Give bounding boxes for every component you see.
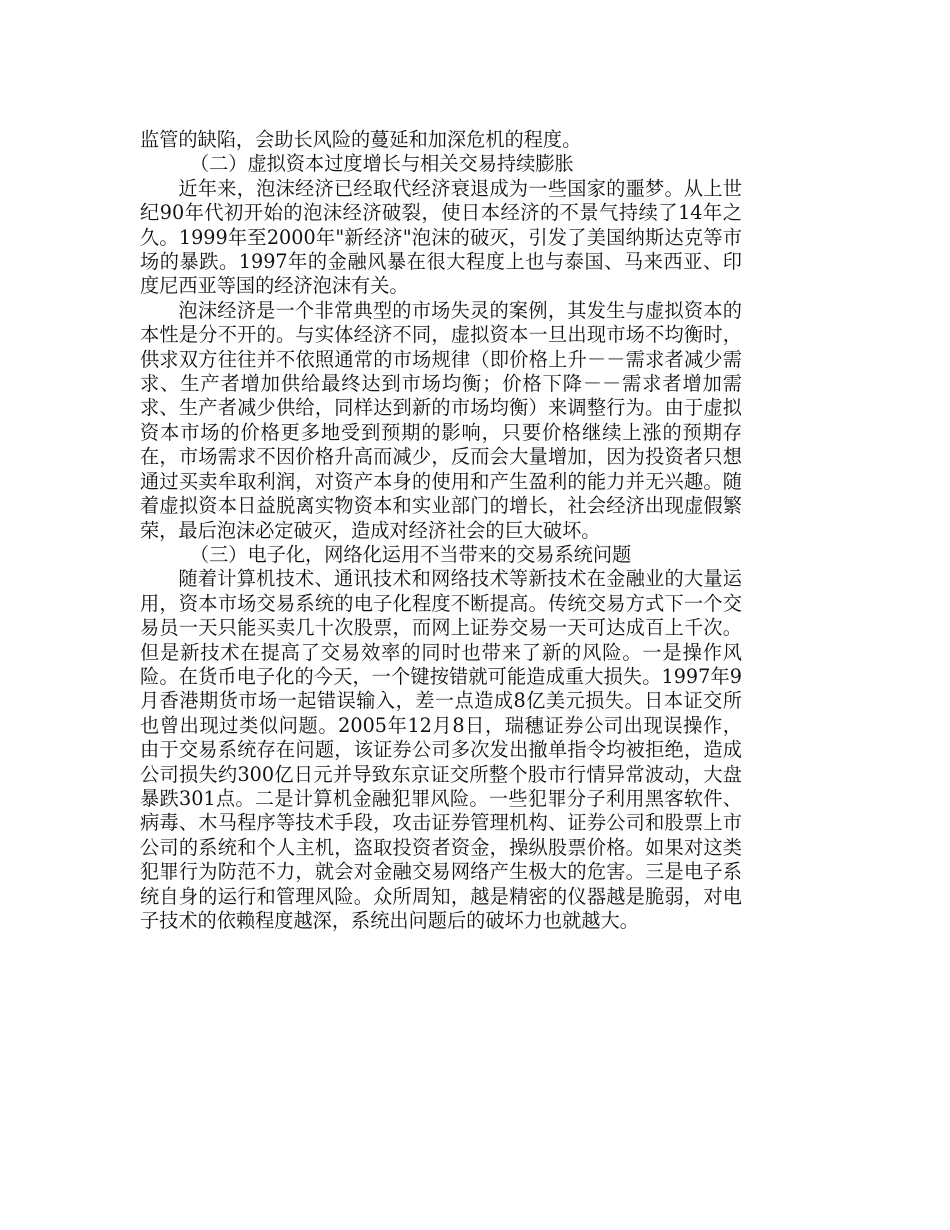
section-heading-2: （二）虚拟资本过度增长与相关交易持续膨胀 — [189, 152, 574, 176]
section-heading-3: （三）电子化，网络化运用不当带来的交易系统问题 — [189, 542, 632, 566]
paragraph-market-failure: 泡沫经济是一个非常典型的市场失灵的案例，其发生与虚拟资本的本性是分不开的。与实体经济不同，虚拟资本一旦出现市场不均衡时，供求双方往往并不依照通常的市场规律（即价格上升－－需求者减少需求、生产者增加供给最终达到市场均衡；价格下降－－需求者增加需求、生产者减少供给，同样达到新的市场均衡）来调整行为。由于虚拟资本市场的价格更多地受到预期的影响，只要价格继续上涨的预期存在，市场需求不因价格升高而减少，反而会大量增加，因为投资者只想通过买卖牟取利润，对资产本身的使用和产生盈利的能力并无兴趣。随着虚拟资本日益脱离实物资本和实业部门的增长，社会经济出现虚假繁荣，最后泡沫必定破灭，造成对经济社会的巨大破坏。 — [140, 298, 742, 542]
paragraph-electronic-risk: 随着计算机技术、通讯技术和网络技术等新技术在金融业的大量运用，资本市场交易系统的电子化程度不断提高。传统交易方式下一个交易员一天只能买卖几十次股票，而网上证券交易一天可达成百上千次。但是新技术在提高了交易效率的同时也带来了新的风险。一是操作风险。在货币电子化的今天，一个键按错就可能造成重大损失。1997年9月香港期货市场一起错误输入，差一点造成8亿美元损失。日本证交所也曾出现过类似问题。2005年12月8日，瑞穗证券公司出现误操作，由于交易系统存在问题，该证券公司多次发出撤单指令均被拒绝，造成公司损失约300亿日元并导致东京证交所整个股市行情异常波动，大盘暴跌301点。二是计算机金融犯罪风险。一些犯罪分子利用黑客软件、病毒、木马程序等技术手段，攻击证券管理机构、证券公司和股票上市公司的系统和个人主机，盗取投资者资金，操纵股票价格。如果对这类犯罪行为防范不力，就会对金融交易网络产生极大的危害。三是电子系统自身的运行和管理风险。众所周知，越是精密的仪器越是脆弱，对电子技术的依赖程度越深，系统出问题后的破坏力也就越大。 — [140, 567, 742, 932]
paragraph-continuation: 监管的缺陷，会助长风险的蔓延和加深危机的程度。 — [140, 128, 582, 151]
paragraph-bubble-economy: 近年来，泡沫经济已经取代经济衰退成为一些国家的噩梦。从上世纪90年代初开始的泡沫经济破裂，使日本经济的不景气持续了14年之久。1999年至2000年"新经济"泡沫的破灭，引发了美国纳斯达克等市场的暴跌。1997年的金融风暴在很大程度上也与泰国、马来西亚、印度尼西亚等国的经济泡沫有关。 — [140, 176, 742, 298]
document-page — [140, 128, 742, 933]
